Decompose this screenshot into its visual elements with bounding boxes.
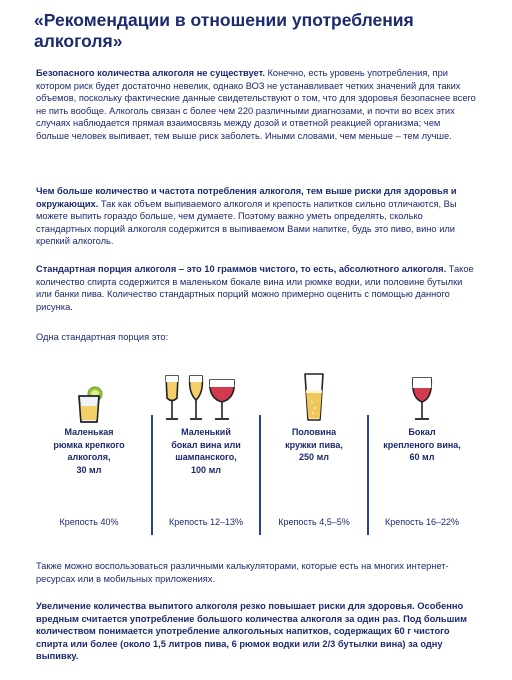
- drink-name: Бокал крепленого вина, 60 мл: [383, 427, 461, 462]
- drink-card-wine: [152, 370, 260, 535]
- drink-card-beer: [260, 370, 368, 535]
- paragraph-bold: Чем больше количество и частота потребления алкоголя, тем выше риски для здоровья и окружающих.: [36, 186, 457, 209]
- wine-glasses-icon: [152, 370, 260, 425]
- drink-strength: Крепость 4,5–5%: [278, 517, 350, 527]
- drink-strength: Крепость 40%: [59, 517, 119, 527]
- shot-glass-icon: [36, 370, 142, 425]
- paragraph-bold: Стандартная порция алкоголя – это 10 граммов чистого, то есть, абсолютного алкоголя.: [36, 264, 447, 274]
- drink-name: Половина кружки пива, 250 мл: [285, 427, 343, 462]
- paragraph-calculators: Также можно воспользоваться различными калькуляторами, которые есть на многих интернет-ресурсах или в мобильных приложениях.: [36, 561, 449, 584]
- drink-card-fortified-wine: [368, 370, 476, 535]
- drink-name: Маленький бокал вина или шампанского, 100 мл: [171, 427, 241, 475]
- drink-strength: Крепость 16–22%: [385, 517, 459, 527]
- paragraph-text: Конечно, есть уровень употребления, при котором риск будет достаточно невелик, однако ВОЗ не устанавливает четких значений для таких объемов, поскольку фактические данные свидетельствуют о том, что для здоровья безопаснее всего не пить вообще. Алкоголь связан с более чем 220 различными диагнозами, и почти во всех этих случаях наблюдается прямая взаимосвязь между дозой и ответной реакцией организма; чем больше человек выпивает, тем выше риск заболеть. Иными словами, чем меньше – тем лучше.: [36, 68, 476, 141]
- paragraph-heavy-drinking: Увеличение количества выпитого алкоголя резко повышает риски для здоровья. Особенно вредным считается употребление большого количества алкоголя за один раз. Под большим количеством понимается употребление алкогольных напитков, содержащих 60 г чистого спирта или более (около 1,5 литров пива, 6 рюмок водки или 2/3 бутылки вина) за одну выпивку.: [36, 601, 467, 662]
- paragraph-one-portion-intro: Одна стандартная порция это:: [36, 332, 169, 342]
- page-title: «Рекомендации в отношении употребления алкоголя»: [34, 10, 414, 51]
- paragraph-no-safe-amount: [36, 67, 476, 143]
- paragraph-text: Такое количество спирта содержится в маленьком бокале вина или рюмке водки, или половине бутылки или банки пива. Количество стандартных порций можно примерно оценить с помощью данного рисунка.: [36, 264, 474, 312]
- drink-strength: Крепость 12–13%: [169, 517, 243, 527]
- beer-glass-icon: [260, 370, 368, 425]
- paragraph-bold: Безопасного количества алкоголя не существует.: [36, 68, 265, 78]
- paragraph-text: Так как объем выпиваемого алкоголя и крепость напитков сильно отличаются, Вы можете выпить гораздо больше, чем думаете. Поэтому важно уметь определять, сколько стандартных порций алкоголя содержится в выпиваемом Вами напитке, будь это пиво, вино или крепкий алкоголь.: [36, 198, 457, 247]
- paragraph-frequency-risk: [36, 185, 476, 248]
- standard-portions-infographic: [36, 370, 476, 535]
- drink-card-shot: [36, 370, 142, 535]
- fortified-wine-glass-icon: [368, 370, 476, 425]
- drink-name: Маленькая рюмка крепкого алкоголя, 30 мл: [53, 427, 125, 475]
- paragraph-standard-portion: [36, 263, 476, 313]
